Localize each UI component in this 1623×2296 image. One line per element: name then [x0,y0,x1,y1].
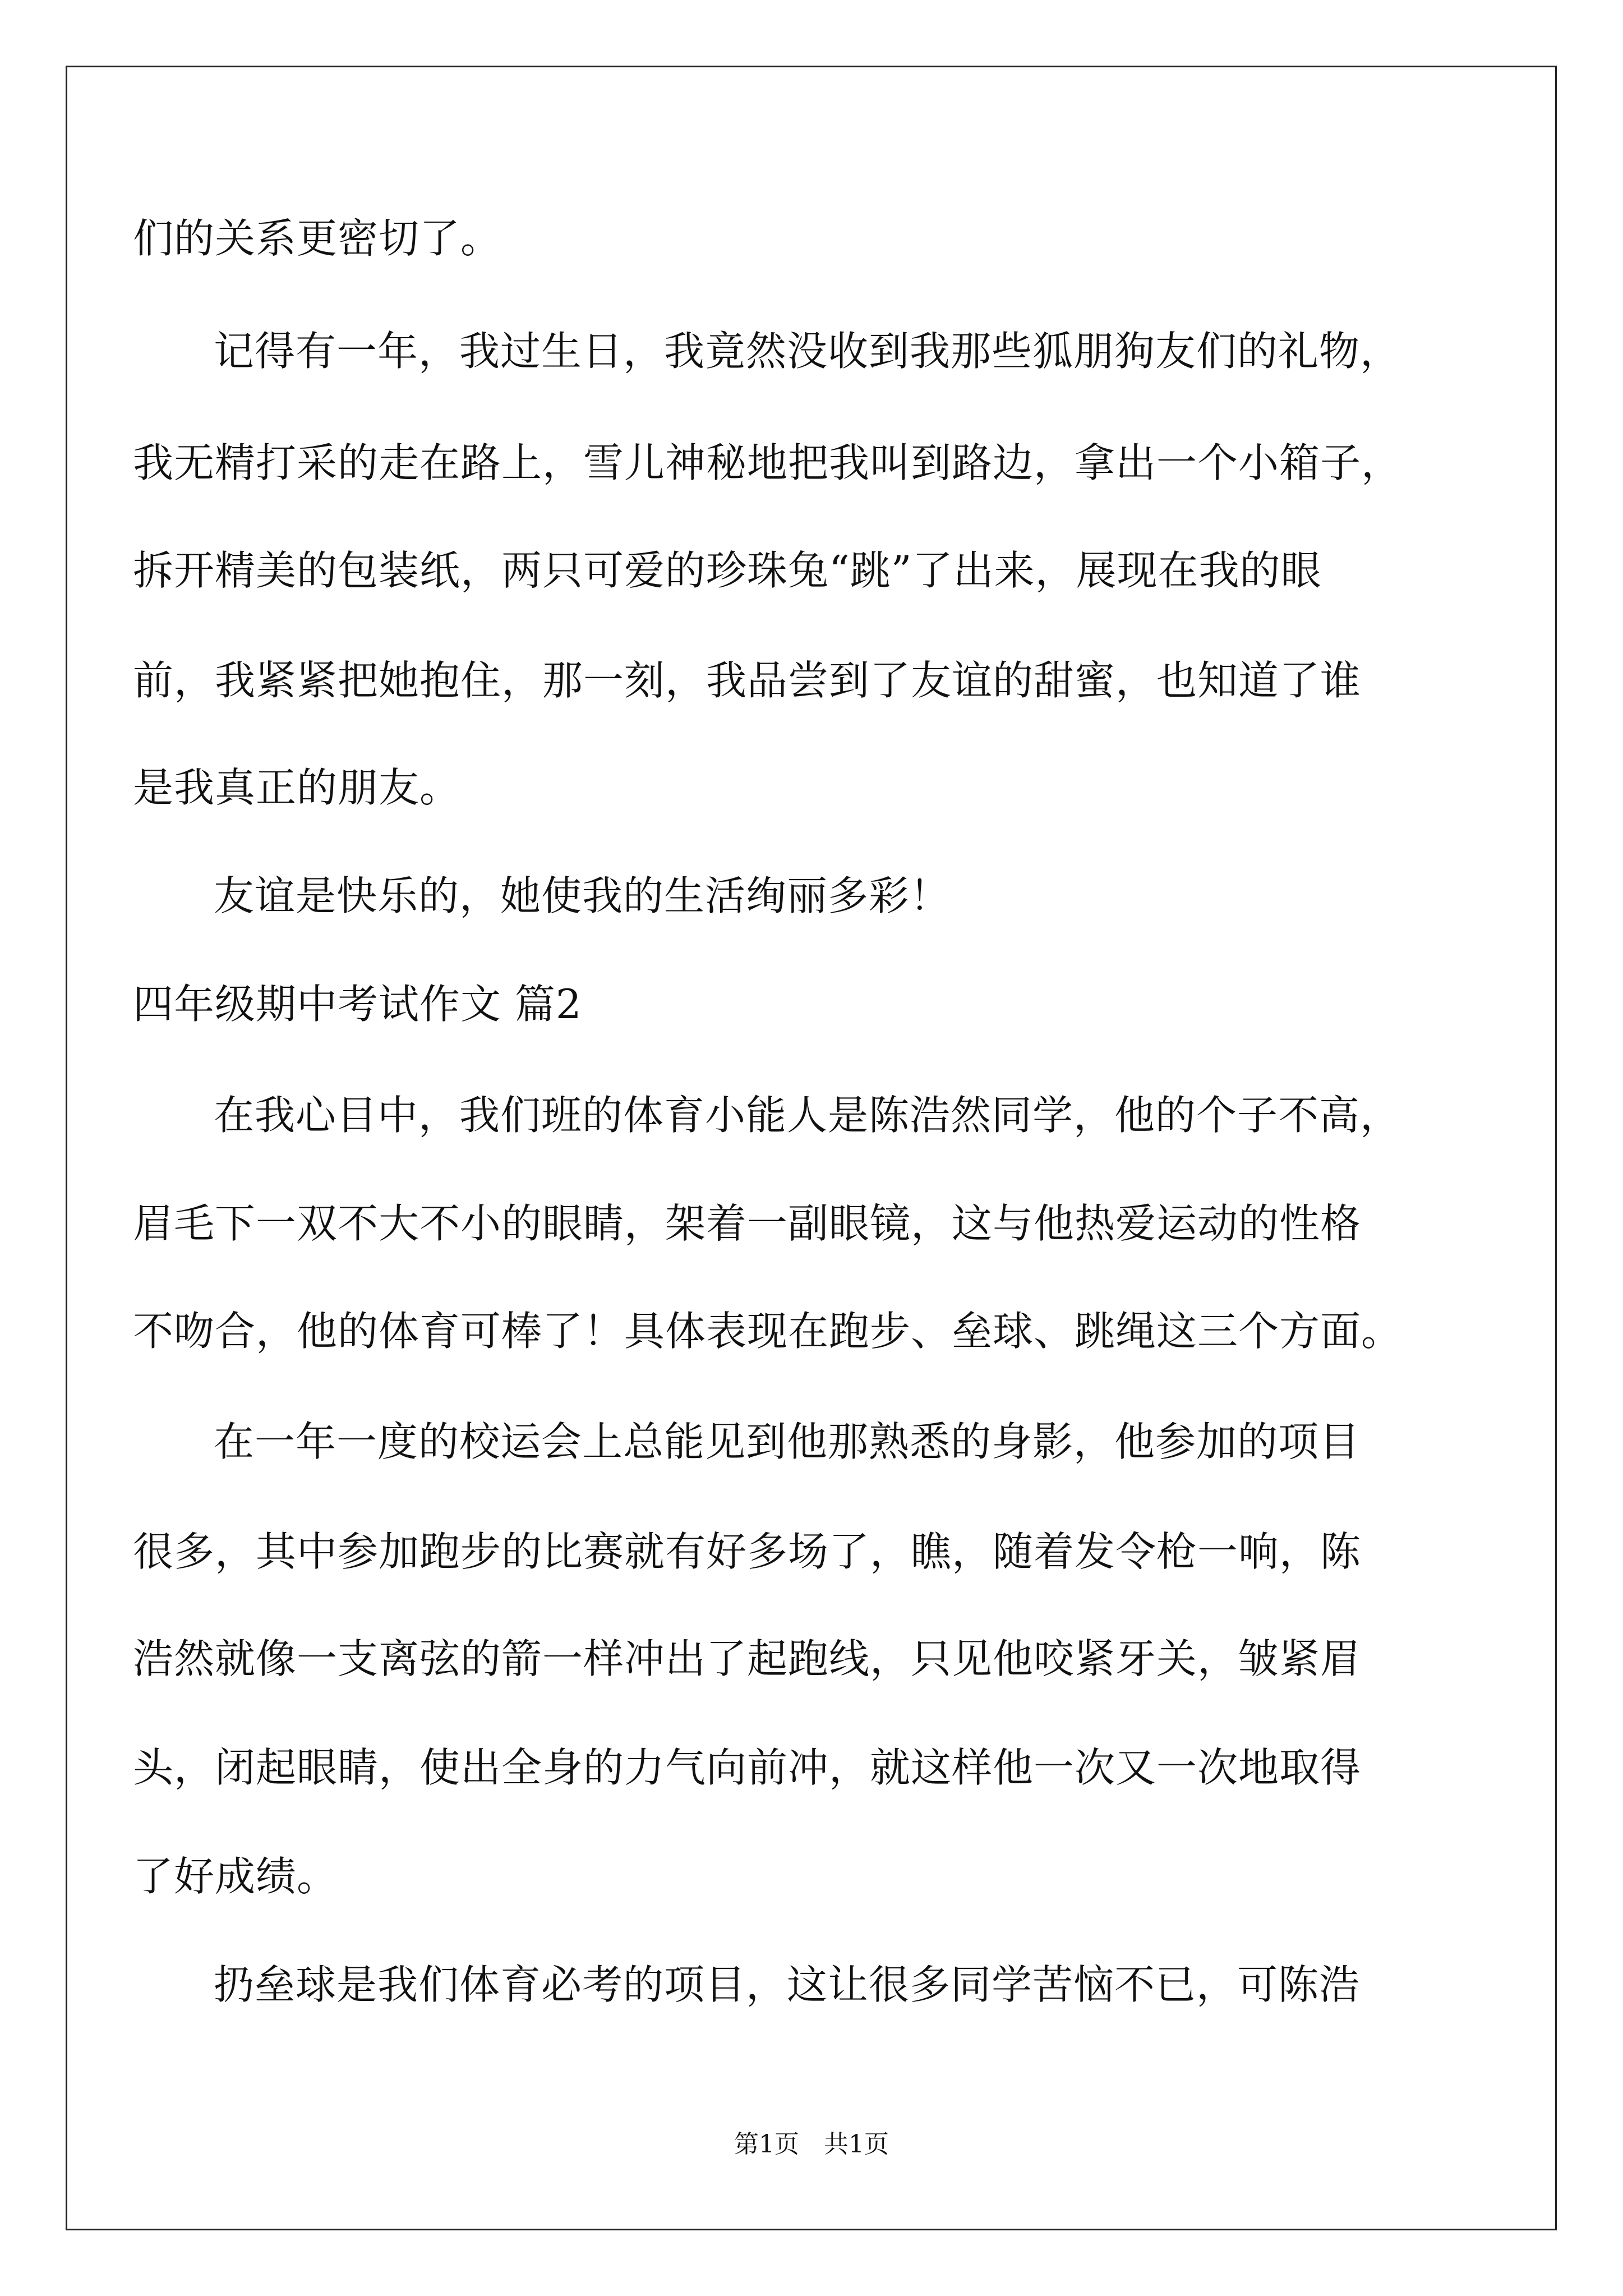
text-line: 眉毛下一双不大不小的眼睛，架着一副眼镜，这与他热爱运动的性格 [133,1200,1362,1247]
section-heading: 四年级期中考试作文 篇2 [133,981,582,1028]
text-line: 是我真正的朋友。 [133,764,461,811]
text-line: 拆开精美的包装纸，两只可爱的珍珠兔“跳”了出来，展现在我的眼 [133,547,1322,594]
paragraph-line: 友谊是快乐的，她使我的生活绚丽多彩！ [214,872,951,919]
text-line: 浩然就像一支离弦的箭一样冲出了起跑线，只见他咬紧牙关，皱紧眉 [133,1635,1362,1682]
text-line: 了好成绩。 [133,1853,338,1900]
text-line: 前，我紧紧把她抱住，那一刻，我品尝到了友谊的甜蜜，也知道了谁 [133,657,1362,704]
text-line: 我无精打采的走在路上，雪儿神秘地把我叫到路边，拿出一个小箱子， [133,439,1403,486]
page-number: 第1页 共1页 [734,2130,889,2159]
paragraph-line: 记得有一年，我过生日，我竟然没收到我那些狐朋狗友们的礼物， [214,328,1401,375]
page-border [66,66,1557,2230]
text-line: 不吻合，他的体育可棒了！具体表现在跑步、垒球、跳绳这三个方面。 [133,1308,1403,1355]
paragraph-line: 在我心目中，我们班的体育小能人是陈浩然同学，他的个子不高， [214,1092,1401,1139]
text-line: 很多，其中参加跑步的比赛就有好多场了，瞧，随着发令枪一响，陈 [133,1528,1362,1575]
paragraph-line: 扔垒球是我们体育必考的项目，这让很多同学苦恼不已，可陈浩 [214,1961,1361,2008]
text-line: 们的关系更密切了。 [133,215,502,262]
text-line: 头，闭起眼睛，使出全身的力气向前冲，就这样他一次又一次地取得 [133,1744,1362,1791]
paragraph-line: 在一年一度的校运会上总能见到他那熟悉的身影，他参加的项目 [214,1418,1361,1465]
